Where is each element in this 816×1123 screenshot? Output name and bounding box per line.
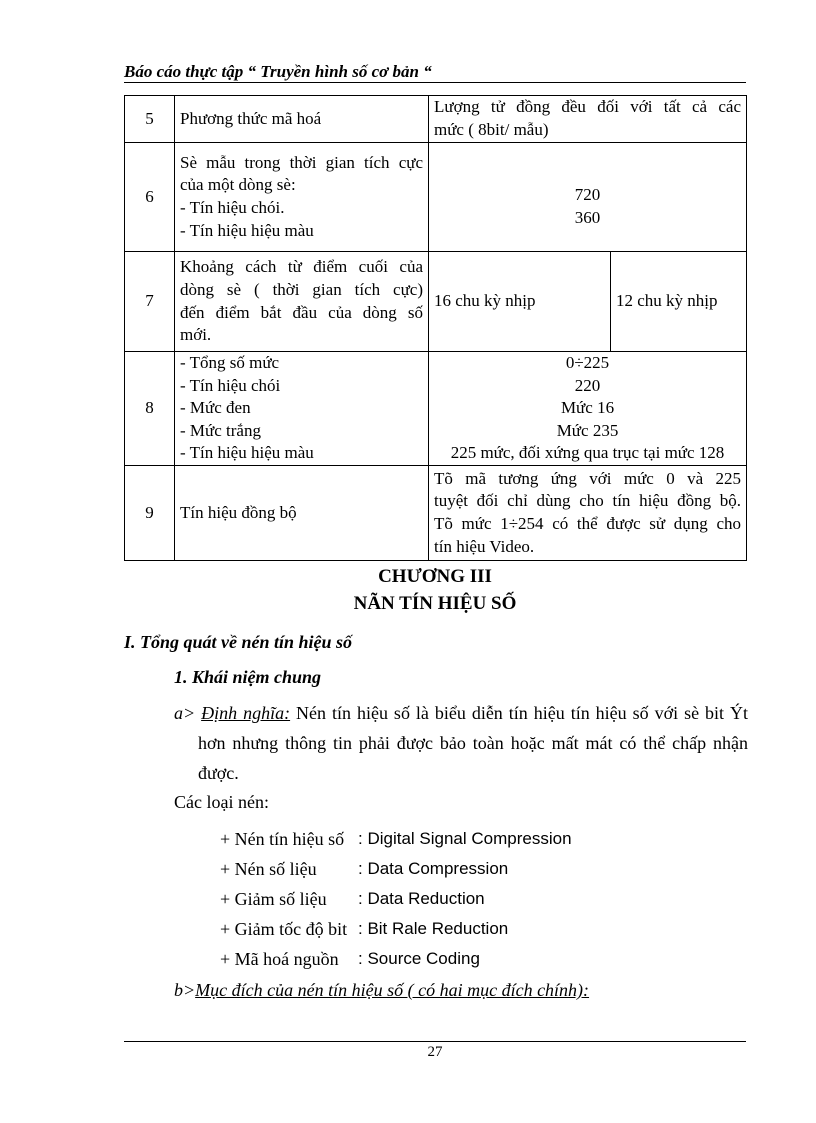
param-cell: Phương thức mã hoá bbox=[175, 96, 429, 143]
table-row bbox=[125, 252, 747, 352]
chapter-number: CHƯƠNG III bbox=[378, 566, 492, 587]
footer-divider bbox=[124, 1041, 746, 1042]
row-number: 6 bbox=[125, 143, 175, 252]
list-item: + Nén số liệu : Data Compression bbox=[220, 859, 509, 879]
table-row bbox=[125, 352, 747, 466]
value-cell: Tõ mã tương ứng với mức 0 và 225 tuyệt đối chỉ dùng cho tín hiệu đồng bộ. Tõ mức 1÷254 có thể được sử dụng cho tín hiệu Video. bbox=[429, 466, 747, 561]
table-row bbox=[125, 466, 747, 561]
row-number: 8 bbox=[125, 352, 175, 466]
page-header: Báo cáo thực tập “ Truyền hình số cơ bản “ bbox=[124, 62, 746, 83]
subsection-heading: 1. Khái niệm chung bbox=[174, 667, 322, 687]
list-item: + Mã hoá nguồn : Source Coding bbox=[220, 949, 480, 969]
compression-types-list bbox=[220, 824, 572, 974]
compression-types-title: Các loại nén: bbox=[174, 792, 269, 812]
row-number: 5 bbox=[125, 96, 175, 143]
value-cell: 12 chu kỳ nhịp bbox=[611, 252, 747, 352]
chapter-title: NÃN TÍN HIỆU SỐ bbox=[353, 593, 517, 614]
section-heading: I. Tổng quát về nén tín hiệu số bbox=[124, 632, 353, 652]
table-row bbox=[125, 96, 747, 143]
value-cell: 720 360 bbox=[429, 143, 747, 252]
definition-text: được. bbox=[198, 763, 239, 783]
row-number: 7 bbox=[125, 252, 175, 352]
list-item: + Nén tín hiệu số : Digital Signal Compression bbox=[220, 829, 572, 849]
definition-text: Nén tín hiệu số là biểu diễn tín hiệu tín hiệu số với sè bit Ýt bbox=[290, 703, 748, 723]
row-number: 9 bbox=[125, 466, 175, 561]
list-item: + Giảm tốc độ bit : Bit Rale Reduction bbox=[220, 919, 509, 939]
param-cell: Khoảng cách từ điểm cuối của dòng sè ( thời gian tích cực) đến điểm bắt đầu của dòng số mới. bbox=[175, 252, 429, 352]
value-cell: Lượng tử đồng đều đối với tất cả các mức ( 8bit/ mẫu) bbox=[429, 96, 747, 143]
value-cell: 16 chu kỳ nhịp bbox=[429, 252, 611, 352]
param-cell: Tín hiệu đồng bộ bbox=[175, 466, 429, 561]
table-row bbox=[125, 143, 747, 252]
definition-label: Định nghĩa: bbox=[201, 703, 291, 723]
list-item: + Giảm số liệu : Data Reduction bbox=[220, 889, 485, 909]
param-cell: Sè mẫu trong thời gian tích cực của một dòng sè: - Tín hiệu chói. - Tín hiệu hiệu màu bbox=[175, 143, 429, 252]
definition-paragraph bbox=[174, 698, 748, 788]
page-number: 27 bbox=[427, 1044, 443, 1060]
purpose-heading: b>Mục đích của nén tín hiệu số ( có hai mục đích chính): bbox=[174, 980, 590, 1000]
spec-table bbox=[124, 95, 747, 561]
value-cell: 0÷225 220 Mức 16 Mức 235 225 mức, đối xứng qua trục tại mức 128 bbox=[429, 352, 747, 466]
definition-text: hơn nhưng thông tin phải được bảo toàn hoặc mất mát có thể chấp nhận bbox=[198, 733, 748, 753]
definition-marker: a> bbox=[174, 703, 196, 723]
param-cell: - Tổng số mức - Tín hiệu chói - Mức đen - Mức trắng - Tín hiệu hiệu màu bbox=[175, 352, 429, 466]
